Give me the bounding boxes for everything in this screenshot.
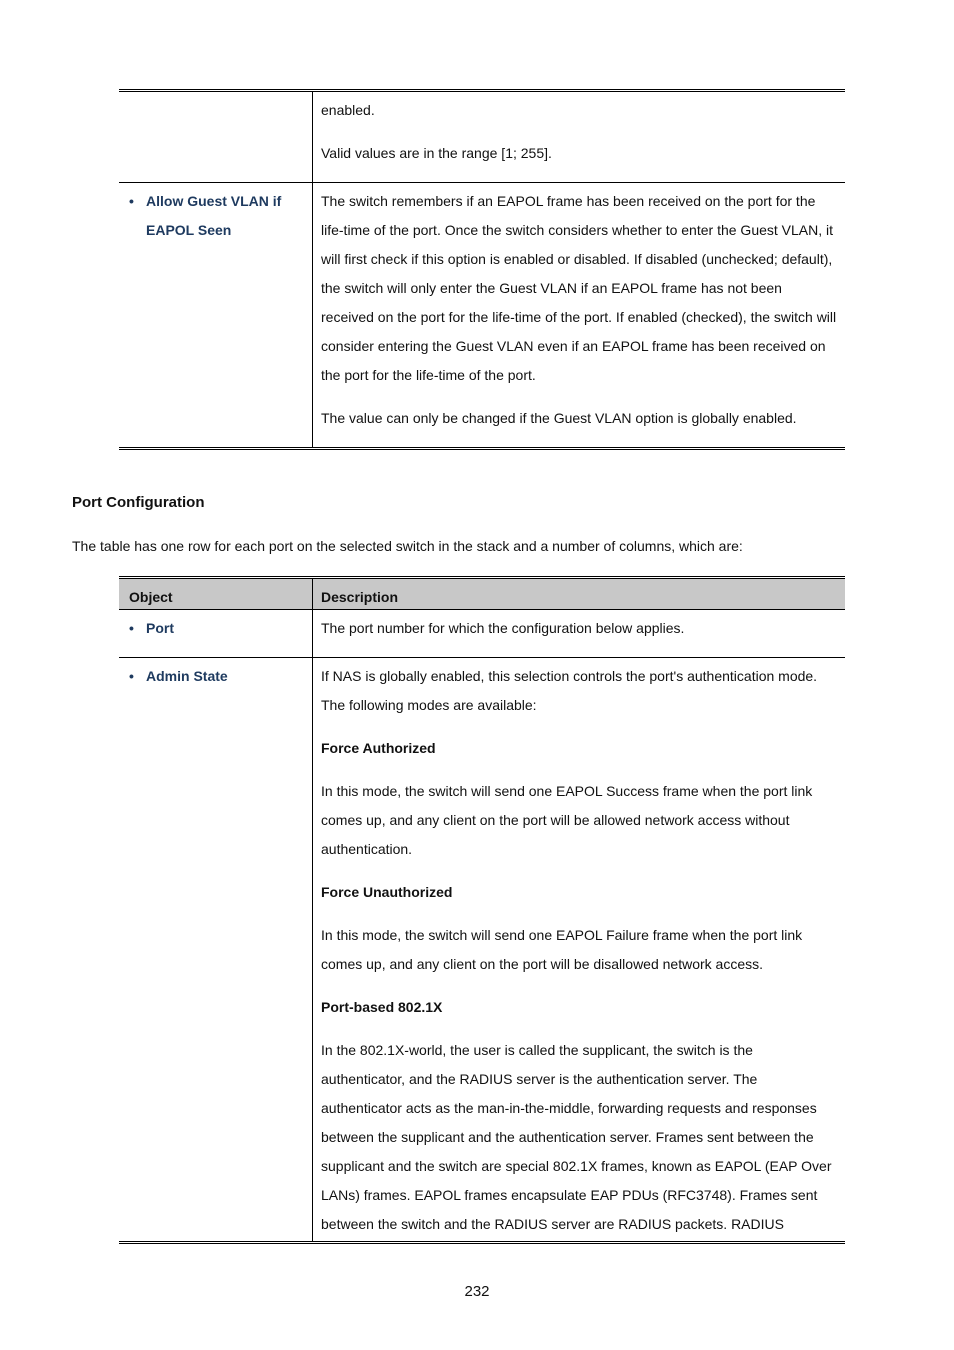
object-cell: [119, 92, 313, 182]
description-cell: [313, 183, 845, 447]
description-paragraph: In this mode, the switch will send one EAPOL Failure frame when the port link comes up, and any client on the port will be disallowed network access.: [321, 927, 803, 972]
description-cell: [313, 92, 845, 182]
description-cell: [313, 658, 845, 1241]
object-name: [129, 662, 304, 691]
bullet-icon: •: [129, 193, 134, 209]
mode-heading: Force Authorized: [321, 740, 436, 756]
description-paragraph: The switch remembers if an EAPOL frame has been received on the port for the life-time of the port. Once the switch considers whether to enter the Guest VLAN, it will first check if this option is enabled or disabled. If disabled (unchecked; default), the switch will only enter the Guest VLAN if an EAPOL frame has not been received on the port for the life-time of the port. If enabled (checked), the switch will consider entering the Guest VLAN even if an EAPOL frame has been received on the port for the life-time of the port.: [321, 193, 837, 383]
table-row: [119, 92, 845, 182]
port-configuration-table: [119, 576, 845, 1244]
header-description: Description: [321, 589, 399, 605]
mode-heading: Port-based 802.1X: [321, 999, 443, 1015]
description-paragraph: The value can only be changed if the Guest VLAN option is globally enabled.: [321, 410, 797, 426]
description-paragraph: enabled.: [321, 102, 375, 118]
section-intro: The table has one row for each port on the selected switch in the stack and a number of columns, which are:: [72, 538, 743, 554]
object-label: Port: [146, 620, 174, 636]
description-paragraph: The port number for which the configuration below applies.: [321, 620, 685, 636]
description-paragraph: If NAS is globally enabled, this selection controls the port's authentication mode. The following modes are available:: [321, 668, 818, 713]
table-header-row: [119, 579, 845, 609]
mode-heading: Force Unauthorized: [321, 884, 453, 900]
header-object: Object: [119, 579, 313, 609]
object-label: Admin State: [146, 668, 228, 684]
object-name: [129, 614, 304, 643]
description-paragraph: In this mode, the switch will send one EAPOL Success frame when the port link comes up, and any client on the port will be allowed network access without authentication.: [321, 783, 813, 857]
object-label: Allow Guest VLAN if EAPOL Seen: [146, 193, 282, 238]
object-cell: [119, 183, 313, 447]
table-row: [119, 657, 845, 1241]
table-row: [119, 182, 845, 447]
section-heading: Port Configuration: [72, 494, 205, 511]
object-cell: [119, 610, 313, 657]
description-paragraph: In the 802.1X-world, the user is called the supplicant, the switch is the authenticator, and the RADIUS server is the authentication server. The authenticator acts as the man-in-the-middle, forwarding requests and responses between the supplicant and the authentication server. Frames sent between the supplicant and the switch are special 802.1X frames, known as EAPOL (EAP Over LANs) frames. EAPOL frames encapsulate EAP PDUs (RFC3748). Frames sent between the switch and the RADIUS server are RADIUS packets. RADIUS: [321, 1042, 832, 1232]
object-name: [129, 187, 304, 245]
description-paragraph: Valid values are in the range [1; 255].: [321, 145, 552, 161]
object-cell: [119, 658, 313, 1241]
bullet-icon: •: [129, 668, 134, 684]
guest-vlan-table: [119, 89, 845, 450]
table-row: [119, 609, 845, 657]
page-number: 232: [464, 1283, 490, 1300]
description-cell: [313, 610, 845, 657]
bullet-icon: •: [129, 620, 134, 636]
